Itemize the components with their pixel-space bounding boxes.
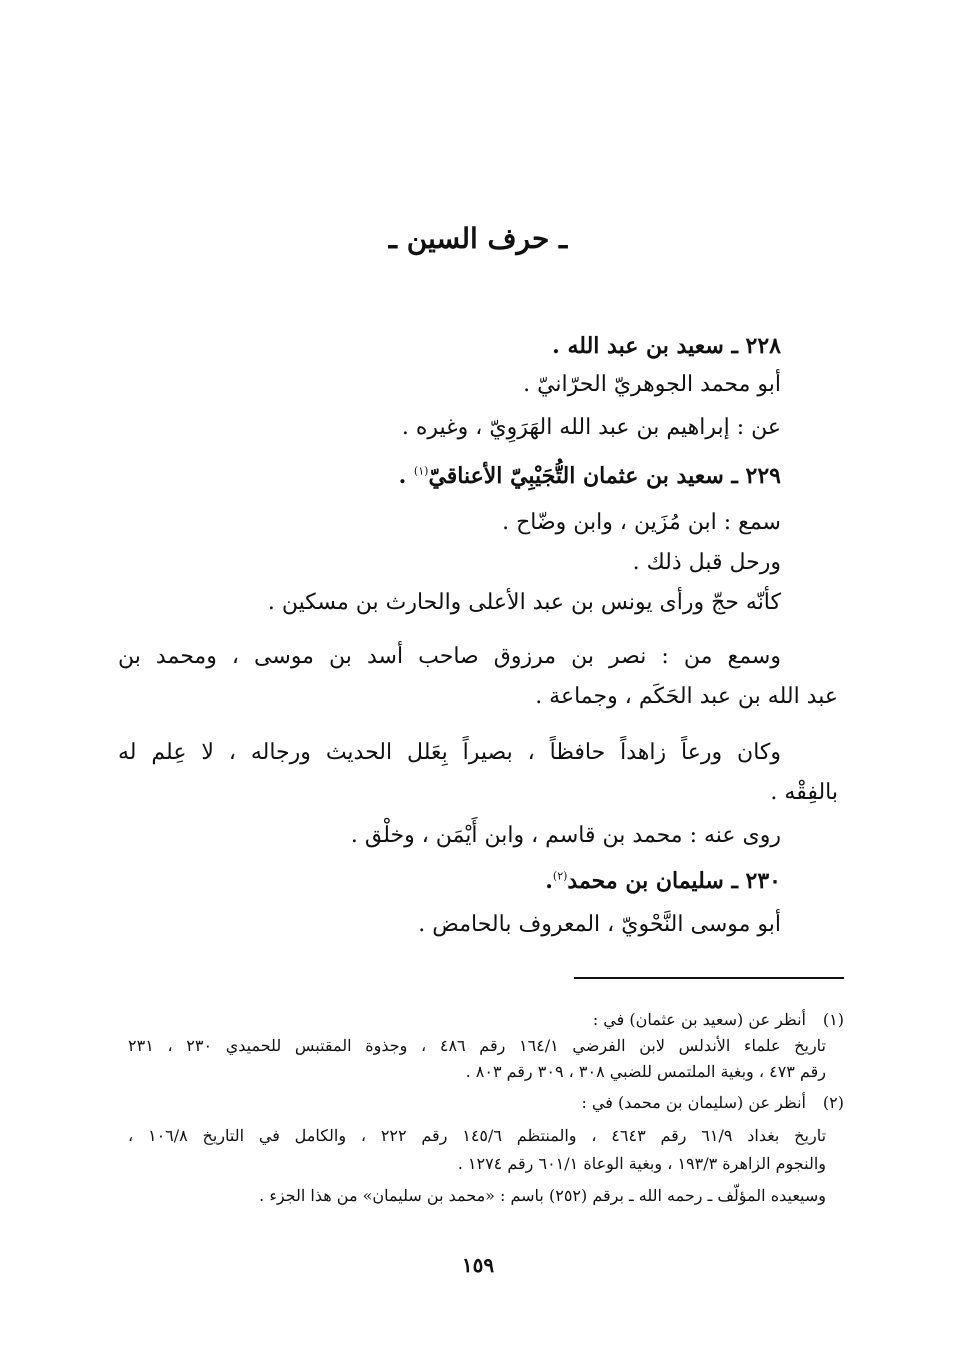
- entry-229-heard: سمع : ابن مُزَين ، وابن وضّاح .: [502, 510, 781, 535]
- footnote-2-line2: تاريخ بغداد ٦١/٩ رقم ٤٦٤٣ ، والمنتظم ١٤٥/٦ رقم ٢٢٢ ، والكامل في التاريخ ١٠٦/٨ ،: [128, 1126, 827, 1145]
- entry-228-teachers: عن : إبراهيم بن عبد الله الهَرَوِيّ ، وغيره .: [401, 415, 781, 440]
- entry-229-title-text: ٢٢٩ ـ سعيد بن عثمان التُّجَيْبِيّ الأعناقيّ: [428, 463, 781, 489]
- entry-229-travel: ورحل قبل ذلك .: [632, 550, 781, 575]
- chapter-heading: ـ حرف السين ـ: [388, 222, 568, 255]
- entry-229-piety-line1: وكان ورعاً زاهداً حافظاً ، بصيراً بِعَلل الحديث ورجاله ، لا عِلم له: [118, 740, 781, 765]
- footnote-1-intro: أنظر عن (سعيد بن عثمان) في :: [592, 1010, 806, 1029]
- footnote-ref-1: (١): [413, 464, 429, 478]
- entry-230-kunya: أبو موسى النَّحْويّ ، المعروف بالحامض .: [418, 912, 781, 937]
- entry-228-kunya: أبو محمد الجوهريّ الحرّانيّ .: [523, 372, 781, 397]
- footnote-2-line3: والنجوم الزاهرة ١٩٣/٣ ، وبغية الوعاة ٦٠١/١ رقم ١٢٧٤ .: [457, 1154, 826, 1173]
- entry-229-title: [399, 463, 781, 489]
- footnote-2-line4: وسيعيده المؤلّف ـ رحمه الله ـ برقم (٢٥٢) باسم : «محمد بن سليمان» من هذا الجزء .: [259, 1186, 826, 1205]
- entry-229-piety-line2: بالفِقْه .: [770, 780, 838, 805]
- footnote-1-marker: (١): [822, 1010, 844, 1029]
- footnote-1-line2: تاريخ علماء الأندلس لابن الفرضي ١٦٤/١ رقم ٤٨٦ ، وجذوة المقتبس للحميدي ٢٣٠ ، ٢٣١: [128, 1036, 826, 1055]
- footnote-ref-2: (٢): [552, 869, 568, 883]
- entry-230-title: [545, 868, 781, 894]
- footnote-divider: [574, 977, 844, 979]
- entry-229-heard-from-line2: عبد الله بن عبد الحَكَم ، وجماعة .: [535, 684, 838, 709]
- entry-229-narrators: روى عنه : محمد بن قاسم ، وابن أَيْمَن ، وخلْق .: [350, 823, 781, 848]
- footnote-2-marker: (٢): [822, 1093, 844, 1112]
- entry-230-title-end: .: [545, 868, 553, 894]
- entry-229-heard-from-line1: وسمع من : نصر بن مرزوق صاحب أسد بن موسى ، ومحمد بن: [118, 644, 781, 669]
- page-number: ١٥٩: [461, 1253, 495, 1277]
- entry-228-title: ٢٢٨ ـ سعيد بن عبد الله .: [552, 333, 781, 359]
- entry-229-saw: كأنّه حجّ ورأى يونس بن عبد الأعلى والحارث بن مسكين .: [267, 590, 781, 615]
- entry-230-title-text: ٢٣٠ ـ سليمان بن محمد: [567, 868, 781, 894]
- footnote-2-intro: أنظر عن (سليمان بن محمد) في :: [581, 1093, 806, 1112]
- footnote-1-line3: رقم ٤٧٣ ، وبغية الملتمس للضبي ٣٠٨ ، ٣٠٩ رقم ٨٠٣ .: [465, 1062, 826, 1081]
- entry-229-title-end: .: [398, 463, 414, 489]
